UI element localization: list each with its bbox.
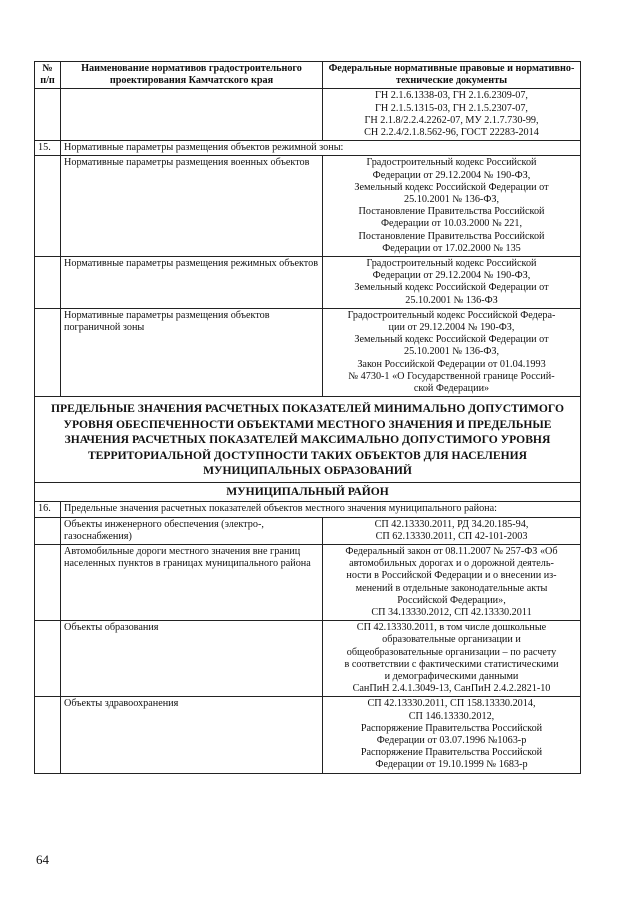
table-row-continuation — [35, 89, 581, 141]
table-row — [35, 621, 581, 697]
page-number: 64 — [36, 852, 49, 867]
document-line: СП 42.13330.2011, в том числе дошкольные — [356, 622, 547, 634]
document-line: Федерации от 17.02.2000 № 135 — [382, 242, 521, 254]
document-line: СП 42.13330.2011, РД 34.20.185-94, — [374, 518, 529, 530]
table-row — [35, 257, 581, 309]
section-15-title: Нормативные параметры размещения объектов режимной зоны: — [61, 141, 581, 156]
section-heading-row — [35, 397, 581, 483]
document-line: Федерации от 19.10.1999 № 1683-р — [375, 759, 528, 771]
document-line: общеобразовательные организации – по расчету — [346, 646, 557, 658]
document-line: СН 2.2.4/2.1.8.562-96, ГОСТ 22283-2014 — [364, 127, 539, 139]
document-line: СП 42.13330.2011, СП 158.13330.2014, — [367, 698, 536, 710]
document-line: ской Федерации» — [413, 383, 490, 395]
document-line: 25.10.2001 № 136-ФЗ, — [403, 194, 500, 206]
table-row — [35, 308, 581, 396]
document-line: СП 62.13330.2011, СП 42-101-2003 — [375, 530, 528, 542]
document-line: Федерации от 29.12.2004 № 190-ФЗ, — [372, 169, 531, 181]
header-name: Наименование нормативов градостроительного проектирования Камчатского края — [61, 62, 323, 89]
header-documents: Федеральные нормативные правовые и нормативно-технические документы — [323, 62, 581, 89]
document-line: Федерации от 10.03.2000 № 221, — [380, 218, 523, 230]
norm-name: Нормативные параметры размещения военных объектов — [61, 156, 323, 257]
document-line: Федерации от 03.07.1996 №1063-р — [376, 734, 527, 746]
norm-name: Объекты образования — [61, 621, 323, 697]
document-line: Земельный кодекс Российской Федерации от — [354, 181, 549, 193]
document-line: ции от 29.12.2004 № 190-ФЗ, — [388, 322, 515, 334]
documents-cell — [323, 544, 581, 620]
document-line: 25.10.2001 № 136-ФЗ, — [403, 346, 500, 358]
document-line: ГН 2.1.8/2.2.4.2262-07, МУ 2.1.7.730-99, — [364, 114, 539, 126]
document-line: Градостроительный кодекс Российской — [366, 258, 537, 270]
norm-name: Нормативные параметры размещения режимных объектов — [61, 257, 323, 309]
document-line: Земельный кодекс Российской Федерации от — [354, 282, 549, 294]
document-line: Распоряжение Правительства Российской — [360, 722, 543, 734]
section-16-row — [35, 502, 581, 517]
document-line: 25.10.2001 № 136-ФЗ — [405, 294, 498, 306]
norm-name: Автомобильные дороги местного значения вне границ населенных пунктов в границах муниципального района — [61, 544, 323, 620]
document-line: Градостроительный кодекс Российской — [366, 157, 537, 169]
document-line: автомобильных дорогах и о дорожной деятель- — [349, 558, 554, 570]
document-line: Постановление Правительства Российской — [358, 230, 545, 242]
table-row — [35, 544, 581, 620]
table-row — [35, 697, 581, 773]
document-line: и демографическими данными — [384, 670, 519, 682]
subheading: МУНИЦИПАЛЬНЫЙ РАЙОН — [35, 483, 581, 502]
document-line: в соответствии с фактическими статистическими — [344, 658, 559, 670]
section-heading: ПРЕДЕЛЬНЫЕ ЗНАЧЕНИЯ РАСЧЕТНЫХ ПОКАЗАТЕЛЕЙ МИНИМАЛЬНО ДОПУСТИМОГО УРОВНЯ ОБЕСПЕЧЕННОСТИ ОБЪЕКТАМИ МЕСТНОГО ЗНАЧЕНИЯ И ПРЕДЕЛЬНЫЕ ЗНАЧЕНИЯ РАСЧЕТНЫХ ПОКАЗАТЕЛЕЙ МАКСИМАЛЬНО ДОПУСТИМОГО УРОВНЯ ТЕРРИТОРИАЛЬНОЙ ДОСТУПНОСТИ ТАКИХ ОБЪЕКТОВ ДЛЯ НАСЕЛЕНИЯ МУНИЦИПАЛЬНЫХ ОБРАЗОВАНИЙ — [35, 397, 581, 483]
documents-cell — [323, 621, 581, 697]
document-line: ности в Российской Федерации и о внесении из- — [346, 570, 557, 582]
document-line: СанПиН 2.4.1.3049-13, СанПиН 2.4.2.2821-10 — [352, 683, 551, 695]
document-line: ГН 2.1.6.1338-03, ГН 2.1.6.2309-07, — [375, 90, 528, 102]
document-line: ГН 2.1.5.1315-03, ГН 2.1.5.2307-07, — [375, 102, 528, 114]
section-15-row — [35, 141, 581, 156]
section-16-title: Предельные значения расчетных показателей объектов местного значения муниципального района: — [61, 502, 581, 517]
norm-name: Нормативные параметры размещения объектов пограничной зоны — [61, 308, 323, 396]
document-line: образовательные организации и — [382, 634, 521, 646]
document-line: СП 146.13330.2012, — [408, 710, 495, 722]
table-header-row — [35, 62, 581, 89]
document-line: Распоряжение Правительства Российской — [360, 747, 543, 759]
header-number: № п/п — [35, 62, 61, 89]
documents-cell — [323, 156, 581, 257]
document-line: Закон Российской Федерации от 01.04.1993 — [357, 358, 546, 370]
documents-cell — [323, 697, 581, 773]
table-row — [35, 517, 581, 544]
document-line: Федерации от 29.12.2004 № 190-ФЗ, — [372, 270, 531, 282]
document-line: Федеральный закон от 08.11.2007 № 257-ФЗ «Об — [345, 545, 558, 557]
documents-cell — [323, 517, 581, 544]
norm-name: Объекты инженерного обеспечения (электро-, газоснабжения) — [61, 517, 323, 544]
document-line: СП 34.13330.2012, СП 42.13330.2011 — [371, 606, 532, 618]
row-number: 16. — [35, 502, 61, 517]
subheading-row — [35, 483, 581, 502]
documents-cell — [323, 308, 581, 396]
row-number: 15. — [35, 141, 61, 156]
document-line: Градостроительный кодекс Российской Федера- — [347, 309, 556, 321]
normatives-table — [34, 61, 581, 774]
document-line: менений в отдельные законодательные акты — [355, 582, 548, 594]
document-line: № 4730-1 «О Государственной границе Россий- — [348, 370, 555, 382]
documents-cell — [323, 89, 581, 141]
document-line: Российской Федерации», — [397, 594, 506, 606]
document-line: Постановление Правительства Российской — [358, 206, 545, 218]
document-line: Земельный кодекс Российской Федерации от — [354, 334, 549, 346]
norm-name: Объекты здравоохранения — [61, 697, 323, 773]
table-row — [35, 156, 581, 257]
documents-cell — [323, 257, 581, 309]
